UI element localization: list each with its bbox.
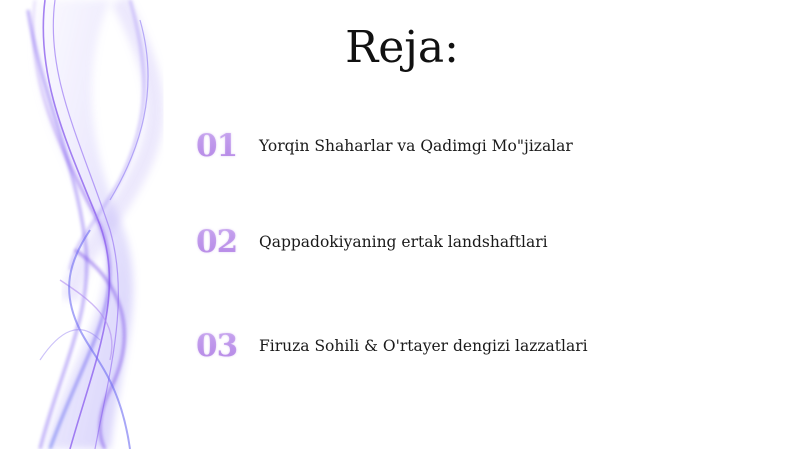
agenda-item-3 [196, 321, 588, 371]
item-text: Yorqin Shaharlar va Qadimgi Mo"jizalar [259, 137, 573, 155]
item-text: Firuza Sohili & O'rtayer dengizi lazzatlari [259, 337, 588, 355]
item-text: Qappadokiyaning ertak landshaftlari [259, 233, 548, 251]
slide-title: Reja: [345, 22, 459, 73]
item-number: 02 [196, 224, 252, 260]
item-number: 01 [196, 128, 252, 164]
agenda-item-2 [196, 217, 548, 267]
agenda-item-1 [196, 121, 573, 171]
item-number: 03 [196, 328, 252, 364]
